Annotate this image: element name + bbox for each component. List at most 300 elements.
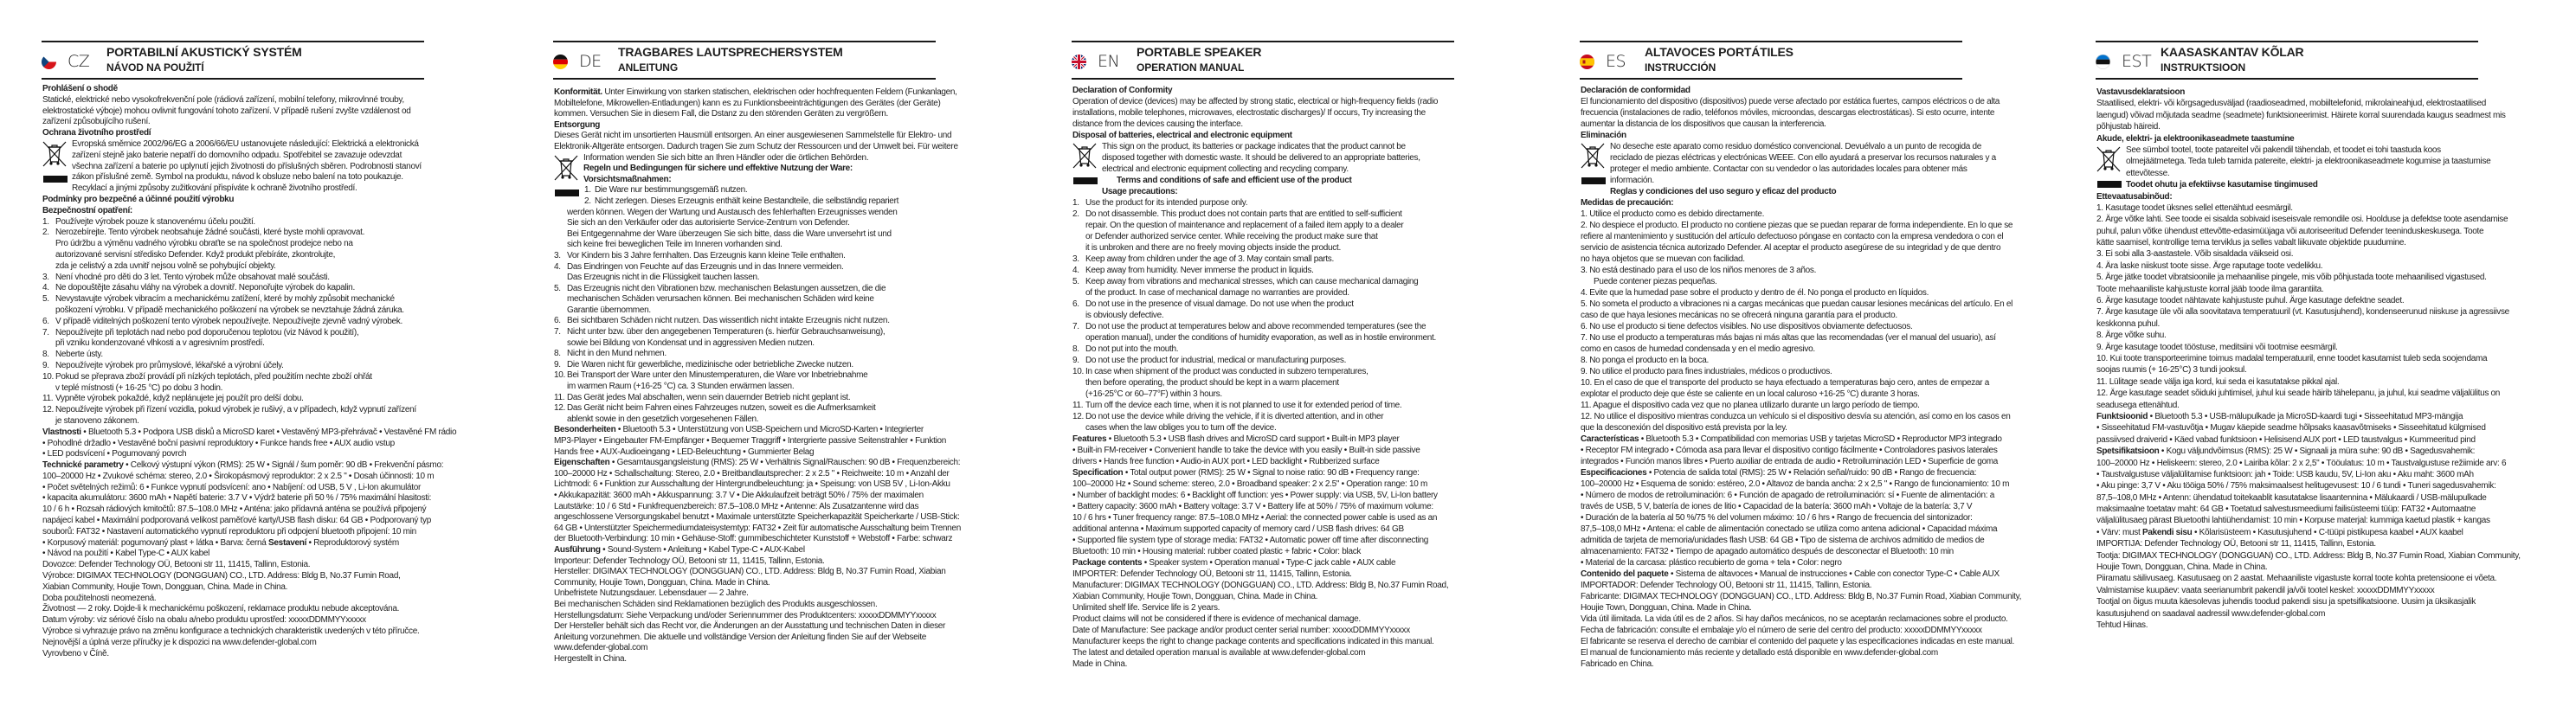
numbered-item (554, 196, 1039, 208)
line-text: • Speaker system • Operation manual • Type-C jack cable • AUX cable (1142, 558, 1396, 568)
text-line (554, 578, 1039, 589)
line-text: 1. Utilice el producto como es debido directamente. (1581, 209, 1765, 219)
disposal-text (42, 183, 527, 195)
line-text: Není vhodné pro děti do 3 let. Tento výrobek může obsahovat malé součásti. (55, 272, 330, 282)
text-line (554, 512, 1039, 524)
line-text: servicio de asistencia técnica autorizado Defender. Al aceptar el producto asegúrese de su integridad y de que dentro (1581, 243, 2001, 253)
text-line (1072, 445, 1557, 456)
text-line (2096, 388, 2576, 399)
bold-label: Ausführung (554, 544, 601, 555)
numbered-item (1072, 400, 1557, 411)
line-text: Do not disassemble. This product does not contain parts that are entitled to self-sufficient (1085, 209, 1402, 219)
text-line (1581, 321, 2065, 332)
text-line (554, 556, 1039, 568)
line-text: Keep away from children under the age of 3. May contain small parts. (1085, 254, 1334, 264)
item-continuation (554, 208, 1039, 219)
line-text: Ochrana životního prostředí (42, 128, 151, 138)
line-text: 64 GB • Unterstützter Speichermediumdateisystemtyp: FAT32 • Zeit für automatische Ausschaltung beim Trennen (554, 523, 961, 533)
item-number: 7. (554, 327, 561, 337)
text-line (1581, 434, 2065, 445)
line-text: 7. No use el producto a temperaturas más bajas ni más altas que las recomendadas (ver el manual del usuario), así (1581, 333, 1996, 343)
manual-subtitle: OPERATION MANUAL (1137, 61, 1245, 74)
header-top-rule (553, 41, 936, 42)
line-text: admitida de tarjeta de memoria/unidades flash USB: 64 GB • Tipo de sistema de archivos admitido de medios de (1581, 536, 1985, 545)
section-heading (42, 206, 527, 217)
numbered-item (554, 393, 1039, 404)
line-text: Das Gerät jedes Mal abschalten, wenn sein dauernder Betrieb nicht geplant ist. (567, 392, 851, 402)
disposal-text (2096, 156, 2576, 167)
section-heading (1072, 85, 1557, 96)
line-text: integrados • Función manos libres • Puerto auxiliar de entrada de audio • Retroiluminación LED • Superficie de goma (1581, 457, 1999, 466)
text-line (2096, 492, 2576, 504)
line-text: repair. On the question of maintenance and replacement of a failed item apply to a dealer (1085, 221, 1404, 230)
line-text: sowie bei Bildung von Kondensat und in aggressiven Medien nutzen. (567, 337, 815, 348)
line-text: Do not use the product for industrial, medical or manufacturing purposes. (1085, 356, 1347, 365)
line-text: všechna zařízení a baterie po uplynutí jejich životnosti do příslušných sběren. Podrobnosti stanoví (72, 161, 422, 171)
line-text: 4. Ära laske niiskust toote sisse. Ärge raputage toote vedelikku. (2096, 260, 2323, 271)
line-text: Das Gerät nicht beim Fahren eines Fahrzeuges nutzen, soweit es die Aufmerksamkeit (567, 403, 876, 414)
text-line (42, 638, 527, 649)
line-text: Toodet ohutu ja efektiivse kasutamise tingimused (2126, 180, 2318, 190)
text-line (2096, 400, 2576, 411)
item-number: 2. (584, 196, 591, 206)
line-text: • Potencia de salida total (RMS): 25 W • Relación señal/ruido: 90 dB • Rango de frecuencia: (1646, 468, 1977, 478)
line-text: frecuencia (instalaciones de radio, teléfonos móviles, microondas, descargas electrostáticas). Si esto ocurre, intente (1581, 108, 1995, 118)
bold-label: Características (1581, 434, 1639, 444)
section-heading (42, 84, 527, 95)
line-text: je stanoveno zákonem. (55, 415, 139, 426)
section-heading (1072, 130, 1557, 141)
text-line (554, 643, 1039, 654)
text-line (1072, 501, 1557, 512)
bold-label: Funktsioonid (2096, 411, 2148, 421)
text-line (1072, 119, 1557, 130)
line-text: 100–20000 Hz • Zvukové schéma: stereo, 2.0 • Širokopásmový reproduktor: 2 x 2.5 " • Dosah účinnosti: 10 m (42, 471, 435, 481)
line-text: 11. Lülitage seade välja iga kord, kui seda ei kasutatakse pikkal ajal. (2096, 376, 2340, 387)
manual-body (554, 87, 1039, 665)
line-text: Usage precautions: (1102, 187, 1178, 196)
line-text: Fabricante: DIGIMAX TECHNOLOGY (DONGGUAN) CO., LTD. Address: Bldg B, No.37 Fumin Road, Xiabian Community, (1581, 592, 2022, 601)
item-number: 1. (1072, 198, 1079, 208)
numbered-item (1072, 344, 1557, 355)
text-line (1581, 512, 2065, 524)
item-continuation (1072, 310, 1557, 321)
text-line (554, 436, 1039, 447)
line-text: Eliminación (1581, 131, 1626, 140)
item-continuation (1072, 220, 1557, 231)
numbered-item (1072, 254, 1557, 265)
item-continuation (554, 414, 1039, 426)
text-line (42, 538, 527, 549)
line-text: • Korpusový materiál: pogumovaný plast + látka • Barva: černá (42, 537, 269, 548)
line-text: poškození výrobku. V případě mechanického poškození na výrobek se nevztahuje žádná záruka. (55, 305, 404, 315)
line-text: Disposal of batteries, electrical and electronic equipment (1072, 131, 1292, 140)
text-line (1581, 591, 2065, 602)
text-line (554, 654, 1039, 665)
line-text: ablenkt sowie in den gesetzlich vorgesehenen Fällen. (567, 414, 759, 424)
line-text: reciclado de piezas eléctricas y electrónicas WEEE. Con ello ayudará a preservar los recursos naturales y a (1610, 153, 1996, 163)
text-line (1581, 422, 2065, 434)
line-text: • Built-in FM-receiver • Convenient handle to take the device with you easily • Built-in side passive (1072, 446, 1420, 455)
header-bottom-rule (1072, 78, 1454, 80)
item-number: 3. (1072, 254, 1079, 264)
section-heading (2096, 87, 2576, 98)
item-number: 11. (1072, 401, 1084, 410)
item-number: 6. (554, 316, 561, 326)
item-number: 4. (554, 261, 561, 272)
line-text: Houjie Town, Dongguan, China. Made in China. (1581, 603, 1752, 613)
text-line (554, 447, 1039, 459)
line-text: Information wenden Sie sich bitte an Ihren Händler oder die örtlichen Behörden. (583, 152, 869, 163)
line-text: • Duración de la batería al 50 %/75 % del volumen máximo: 10 / 6 hrs • Rango de frecuencia del sintonizador: (1581, 513, 1973, 523)
line-text: Neberte ústy. (55, 350, 103, 360)
item-number: 1. (584, 185, 591, 196)
item-number: 6. (42, 316, 49, 326)
item-continuation (1072, 287, 1557, 299)
line-text: Declaration of Conformity (1072, 86, 1173, 95)
line-text: • kapacita akumulátoru: 3600 mAh • Napětí baterie: 3.7 V • Výdrž baterie při 50 % / 75% maximální hlasitosti: (42, 493, 432, 504)
line-text: Keep away from vibrations and mechanical stresses, which can cause mechanical damaging (1085, 277, 1419, 286)
line-text: que la desconexión del dispositivo está prevista por la ley. (1581, 423, 1787, 433)
line-text: Doba použitelnosti neomezená. (42, 593, 157, 603)
text-line (1581, 265, 2065, 276)
text-line (2096, 620, 2576, 631)
line-text: • Kogu väljundvõimsus (RMS): 25 W • Signaali ja müra suhe: 90 dB • Sagedusvahemik: (2159, 447, 2476, 457)
line-text: • Aku pinge: 3,7 V • Aku tööiga 50% / 75% maksimaalsest helitugevusest: 10 / 6 tundi • Tuneri sagedusvahemik: (2096, 481, 2496, 491)
line-text: Unbefristete Nutzungsdauer. Lebensdauer — 2 Jahre. (554, 588, 749, 599)
line-text: Importeur: Defender Technology OÜ, Betooni str 11, 11415, Tallinn, Estonia. (554, 556, 825, 566)
line-text: Product claims will not be considered if there is evidence of mechanical damage. (1072, 614, 1361, 624)
line-text: 6. No use el producto si tiene defectos visibles. No use dispositivos obviamente defectuosos. (1581, 322, 1913, 331)
item-continuation (1072, 242, 1557, 254)
numbered-item (554, 403, 1039, 414)
line-text: (+16-25°C or 60–77°F) within 3 hours. (1085, 389, 1222, 399)
line-text: keskkonna puhul. (2096, 318, 2161, 329)
line-text: • Supported file system type of storage media: FAT32 • Automatic power off time after disconnecting (1072, 536, 1429, 545)
text-line (2096, 330, 2576, 341)
line-text: Nejnovější a úplná verze příručky je k dispozici na www.defender-global.com (42, 637, 317, 647)
numbered-item (1072, 321, 1557, 332)
line-text: Elektronik-Altgeräte entsorgen. Dadurch tragen Sie zum Schutz der Ressourcen und der Umwelt bei. Für weitere (554, 141, 958, 151)
line-text: • Taustvalgustuse väljalülitamise funktsioon: jah • Toide: USB kaudu, 5V, Li-Ion aku • Aku maht: 3600 mAh (2096, 469, 2474, 479)
bold-label: Features (1072, 434, 1107, 444)
line-text: additional antenna • Maximum supported capacity of memory card / USB flash drives: 64 GB (1072, 524, 1404, 534)
line-text: Vida útil ilimitada. La vida útil es de 2 años. Si hay daños mecánicos, no se aceptarán reclamaciones sobre el producto. (1581, 614, 2008, 624)
manual-title: KAASASKANTAV KÕLAR (2161, 45, 2304, 59)
text-line (2096, 608, 2576, 620)
line-text: See sümbol tootel, toote patareitel või pakendil tähendab, et toodet ei tohi taastuda koos (2126, 145, 2441, 155)
text-line (42, 649, 527, 660)
item-number: 9. (1072, 356, 1079, 365)
line-text: zařízení stejně jako baterie nepatří do domovního odpadu. Spotřebitel se zavazuje odevzdat (72, 150, 402, 160)
disposal-text (1072, 141, 1557, 152)
text-line (554, 621, 1039, 633)
item-continuation (1072, 332, 1557, 344)
text-line (1581, 445, 2065, 456)
numbered-item (1072, 411, 1557, 422)
line-text: Fecha de fabricación: consulte el embalaje y/o el número de serie del centro del producto: xxxxxDDMMYYxxxxx (1581, 626, 1982, 635)
line-text: • Návod na použití • Kabel Type-C • AUX kabel (42, 549, 210, 559)
item-number: 8. (42, 350, 49, 360)
uk-flag-icon (1072, 55, 1086, 69)
line-text: • Bluetooth 5.3 • Unterstützung von USB-Speichern und MicroSD-Karten • Integrierter (615, 425, 924, 435)
text-line (1072, 647, 1557, 659)
text-line (42, 582, 527, 594)
line-text: Hands free • AUX-Audioeingang • LED-Beleuchtung • Gummierter Belag (554, 447, 815, 457)
line-text: Reglas y condiciones del uso seguro y eficaz del producto (1610, 187, 1837, 196)
line-text: 3. No está destinado para el uso de los niños menores de 3 años. (1581, 266, 1817, 275)
disposal-text (1581, 175, 2065, 186)
item-continuation (1072, 231, 1557, 242)
line-text: installations, mobile telephones, microwaves, electrostatic discharges)/ If occurs, Try increasing the (1072, 108, 1426, 118)
text-line (1581, 636, 2065, 647)
item-number: 3. (42, 272, 49, 282)
line-text: 6. Ärge kasutage toodet nähtavate kahjustuste puhul. Ärge kasutage defektne seadet. (2096, 296, 2405, 306)
line-text: Lautstärke: 10 / 6 Std • Funkfrequenzbereich: 87.5–108.0 MHz • Antenne: Als Zusatzantenne wird das (554, 501, 919, 511)
line-text: Vor Kindern bis 3 Jahre fernhalten. Das Erzeugnis kann kleine Teile enthalten. (567, 250, 846, 260)
line-text: Manufacturer: DIGIMAX TECHNOLOGY (DONGGUAN) CO., LTD. Address: Bldg B, No.37 Fumin Road, (1072, 581, 1449, 590)
line-text: Nepoužívejte výrobek při řízení vozidla, pokud výrobek je rušivý, a v případech, když vypnutí zařízení (55, 405, 416, 415)
numbered-item (1072, 355, 1557, 366)
line-text: Statické, elektrické nebo vysokofrekvenční pole (rádiová zařízení, mobilní telefony, mikrovlnné trouby, (42, 94, 404, 105)
line-text: Ettevaatusabinõud: (2096, 191, 2173, 202)
text-line (1072, 614, 1557, 625)
bold-label: Vlastnosti (42, 427, 81, 437)
bold-label: Sestavení (268, 537, 307, 548)
text-line (1072, 625, 1557, 636)
text-line (1581, 299, 2065, 310)
line-text: Bei Entgegennahme der Ware überzeugen Sie sich bitte, dass die Ware unversehrt ist und (567, 228, 892, 239)
text-line (1581, 580, 2065, 591)
numbered-item (554, 360, 1039, 371)
item-continuation (554, 273, 1039, 284)
line-text: soojas ruumis (+ 16-25°C) 3 tundi jooksul. (2096, 365, 2247, 376)
text-line (1072, 546, 1557, 557)
numbered-item (1072, 276, 1557, 287)
text-line (1581, 254, 2065, 265)
line-text: El manual de funcionamiento más reciente y detallado está disponible en www.defender-global.com (1581, 648, 1938, 658)
section-heading (1581, 85, 2065, 96)
manual-subtitle: ANLEITUNG (618, 61, 679, 74)
item-continuation (554, 382, 1039, 393)
text-line (2096, 110, 2576, 121)
text-line (1581, 355, 2065, 366)
text-line (1581, 625, 2065, 636)
text-line (42, 117, 527, 128)
line-text: MP3-Player • Eingebauter FM-Empfänger • Bequemer Traggriff • Intergrierte passive Seitenstrahler • Funktion (554, 436, 947, 446)
bold-label: Besonderheiten (554, 425, 616, 435)
line-text: ettevõtesse. (2126, 168, 2170, 178)
text-line (1072, 456, 1557, 467)
item-number: 5. (1072, 277, 1079, 286)
header-top-rule (1072, 41, 1454, 42)
text-line (1072, 434, 1557, 445)
numbered-item (1072, 299, 1557, 310)
numbered-item (1072, 197, 1557, 209)
text-line (1581, 524, 2065, 535)
line-text: Unlimited shelf life. Service life is 2 years. (1072, 603, 1220, 613)
text-line (554, 142, 1039, 153)
text-line (1581, 614, 2065, 625)
text-line (1581, 535, 2065, 546)
text-line (1581, 479, 2065, 490)
item-continuation (42, 261, 527, 273)
text-line (2096, 284, 2576, 295)
text-line (554, 87, 1039, 99)
text-line (1581, 647, 2065, 659)
text-line (1581, 119, 2065, 130)
line-text: Made in China. (1072, 659, 1128, 669)
numbered-item (42, 228, 527, 239)
text-line (2096, 596, 2576, 607)
line-text: • Bluetooth 5.3 • Podpora USB disků a MicroSD karet • Vestavěný MP3-přehrávač • Vestavěné FM rádio (80, 427, 457, 437)
czech-flag-icon (42, 55, 56, 69)
item-number: 10. (42, 371, 55, 382)
text-line (554, 600, 1039, 611)
line-text: Declaración de conformidad (1581, 86, 1690, 95)
text-line (1581, 107, 2065, 119)
text-line (1581, 467, 2065, 479)
line-text: Bluetooth: 10 min • Housing material: rubber coated plastic + fabric • Color: black (1072, 547, 1362, 556)
line-text: 100–20000 Hz • Heliskeem: stereo, 2.0 • Lairiba kõlar: 2 x 2,5" • Tööulatus: 10 m • Taustvalgustuse režiimide arv: 6 (2096, 458, 2507, 468)
line-text: 2. No despiece el producto. El producto no contiene piezas que se puedan reparar de forma independiente. En lo que se (1581, 221, 2013, 230)
header-bottom-rule (553, 78, 936, 80)
section-heading (554, 120, 1039, 132)
text-line (1581, 546, 2065, 557)
numbered-item (554, 185, 1039, 196)
header-bottom-rule (42, 78, 424, 80)
disposal-text (1072, 164, 1557, 175)
line-text: • Värv: must (2096, 527, 2142, 537)
line-text: Der Hersteller behält sich das Recht vor, die Änderungen an der Ausstattung und technischen Daten in dieser (554, 621, 946, 632)
language-code: CZ (68, 52, 90, 71)
line-text: Používejte výrobek pouze k stanovenému účelu použití. (55, 216, 255, 227)
line-text: 9. Ärge kasutage toodet tööstuse, meditsiini või tootmise eesmärgil. (2096, 342, 2338, 352)
numbered-item (42, 328, 527, 339)
bold-label: Spetsifikatsioon (2096, 447, 2160, 457)
numbered-item (554, 316, 1039, 327)
line-text: • Battery capacity: 3600 mAh • Battery voltage: 3.7 V • Battery life at 50% / 75% of maximum volume: (1072, 502, 1433, 511)
section-heading (1072, 186, 1557, 197)
line-text: • Gesamtausgangsleistung (RMS): 25 W • Verhältnis Signal/Rauschen: 90 dB • Frequenzbereich: (609, 458, 961, 468)
estonian-flag-icon (2096, 55, 2110, 69)
bold-label: Konformität. (554, 87, 602, 97)
line-text: Výrobce si vyhrazuje právo na změnu konfigurace a technických charakteristik uvedených v této příručce. (42, 626, 420, 637)
line-text: angeschlossene Versorgungskabel benutzt • Maximale unterstützte Speicherkapazität Speicherkarte / USB-Stick: (554, 512, 960, 523)
section-heading (1581, 130, 2065, 141)
line-text: Entsorgung (554, 119, 601, 130)
text-line (42, 594, 527, 605)
line-text: Evropská směrnice 2002/96/EG a 2006/66/EU ustanovujete následující: Elektrická a elektronická (72, 138, 419, 149)
section-heading (2096, 179, 2576, 190)
line-text: refiere al mantenimiento y sustitución del artículo defectuoso póngase en contacto con la empresa vendedora o con el (1581, 232, 2004, 241)
text-line (1581, 456, 2065, 467)
section-heading (554, 175, 1039, 186)
item-number: 9. (554, 359, 561, 369)
text-line (2096, 538, 2576, 549)
line-text: Do not use the product at temperatures below and above recommended temperatures (see the (1085, 322, 1426, 331)
text-line (1072, 490, 1557, 501)
numbered-item (554, 327, 1039, 338)
line-text: 10 / 6 h • Rozsah rádiových kmitočtů: 87.5–108.0 MHz • Anténa: jako přídavná anténa se používá připojený (42, 504, 427, 515)
text-line (1581, 490, 2065, 501)
numbered-item (42, 372, 527, 383)
item-continuation (554, 305, 1039, 317)
line-text: proteger el medio ambiente. Contactar con su vendedor o las autoridades locales para obtener más (1610, 164, 1967, 174)
text-line (554, 99, 1039, 110)
text-line (2096, 306, 2576, 318)
line-text: • Receptor FM integrado • Cómoda asa para llevar el dispositivo contigo fácilmente • Controladores pasivos laterales (1581, 446, 1998, 455)
line-text: This sign on the product, its batteries or package indicates that the product cannot be (1102, 142, 1406, 151)
numbered-item (42, 273, 527, 284)
line-text: Medidas de precaución: (1581, 198, 1674, 208)
item-number: 8. (1072, 344, 1079, 354)
item-number: 2. (1072, 209, 1079, 219)
line-text: Anleitung vorzunehmen. Die aktuelle und vollständige Version der Anleitung finden Sie auf der Webseite (554, 632, 927, 642)
line-text: operation manual), under the conditions of humidity evaporation, as well as in hostile environment. (1085, 333, 1436, 343)
text-line (1581, 569, 2065, 580)
item-continuation (42, 250, 527, 261)
text-line (1072, 557, 1557, 569)
line-text: Vyrovbeno v Číně. (42, 648, 109, 659)
line-text: Keep away from humidity. Never immerse the product in liquids. (1085, 266, 1314, 275)
text-line (1581, 332, 2065, 344)
line-text: • Bluetooth 5.3 • Compatibilidad con memorias USB y tarjetas MicroSD • Reproductor MP3 integrado (1639, 434, 2002, 444)
line-text: Do not use in the presence of visual damage. Do not use when the product (1085, 299, 1354, 309)
bold-label: Especificaciones (1581, 468, 1647, 478)
text-line (1581, 242, 2065, 254)
numbered-item (42, 317, 527, 328)
item-continuation (42, 305, 527, 317)
line-text: cases when the law obliges you to turn off the device. (1085, 423, 1277, 433)
item-number: 8. (554, 349, 561, 359)
spanish-flag-icon (1580, 55, 1594, 69)
text-line (2096, 376, 2576, 388)
item-number: 4. (1072, 266, 1079, 275)
line-text: Terms and conditions of safe and efficient use of the product (1117, 176, 1352, 185)
line-text: 100–20000 Hz • Esquema de sonido: estéreo, 2.0 • Altavoz de banda ancha: 2 x 2,5 " • Rango de funcionamiento: 10 m (1581, 479, 2010, 489)
item-number: 5. (42, 294, 49, 305)
line-text: • Bluetooth 5.3 • USB flash drives and MicroSD card support • Built-in MP3 player (1106, 434, 1400, 444)
line-text: no haya objetos que se muevan con facilidad. (1581, 254, 1745, 264)
line-text: disposed together with domestic waste. It should be delivered to an appropriate batteries, (1102, 153, 1420, 163)
line-text: Hergestellt in China. (554, 653, 627, 664)
line-text: of the product. In case of mechanical damage no warranties are provided. (1085, 288, 1349, 298)
line-text: IMPORTER: Defender Technology OÜ, Betooni str 11, 11415, Tallinn, Estonia. (1072, 569, 1352, 579)
manual-subtitle: INSTRUCCIÓN (1645, 61, 1716, 74)
line-text: distance from the devices causing the interface. (1072, 119, 1243, 129)
header-bottom-rule (1580, 78, 1962, 80)
section-heading (1581, 186, 2065, 197)
line-text: Do not use the device while driving the vehicle, if it is diverted attention, and in other (1085, 412, 1384, 421)
text-line (1581, 377, 2065, 389)
line-text: Vastavusdeklaratsioon (2096, 87, 2186, 97)
manual-title: PORTABLE SPEAKER (1137, 45, 1262, 59)
text-line (1072, 467, 1557, 479)
text-line (554, 502, 1039, 513)
text-line (1072, 535, 1557, 546)
line-text: Fabricado en China. (1581, 659, 1654, 669)
text-line (2096, 562, 2576, 573)
text-line (1072, 479, 1557, 490)
line-text: El fabricante se reserva el derecho de cambiar el contenido del paquete y las especificaciones indicadas en este manual. (1581, 637, 2014, 646)
line-text: • Sistema de altavoces • Manual de instrucciones • Cable con conector Type-C • Cable AUX (1668, 569, 2000, 579)
text-line (2096, 434, 2576, 446)
line-text: • Počet světelných režimů: 6 • Funkce vypnutí podsvícení: ano • Nabíjení: od USB, 5 V , Li-Ion akumulátor (42, 482, 422, 492)
item-continuation (1072, 377, 1557, 389)
item-number: 10. (1072, 367, 1085, 376)
text-line (2096, 121, 2576, 132)
